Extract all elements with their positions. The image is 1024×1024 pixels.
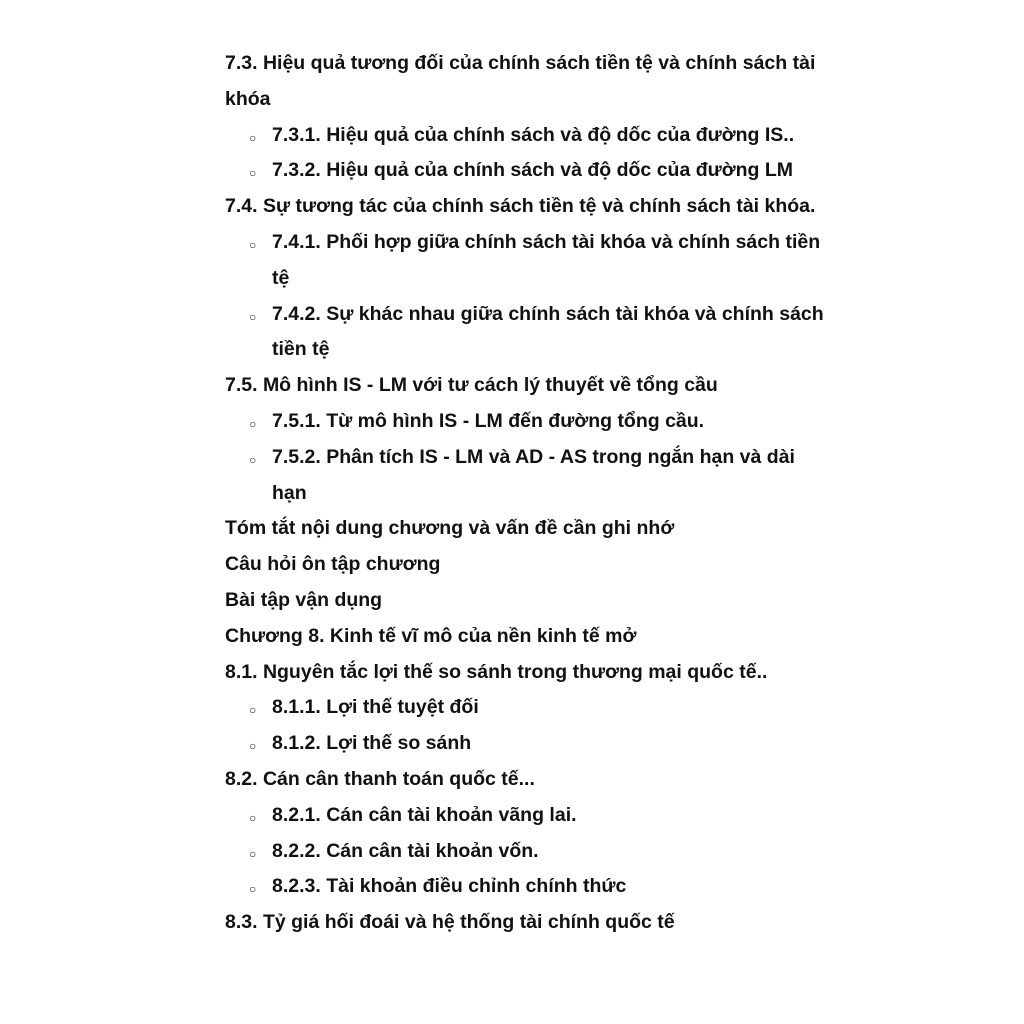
circle-bullet-icon: ○ — [249, 416, 257, 431]
toc-heading-summary: Tóm tắt nội dung chương và vấn đề cần ghi nhớ — [225, 517, 675, 540]
toc-heading-review-questions: Câu hỏi ôn tập chương — [225, 553, 441, 576]
circle-bullet-icon: ○ — [249, 739, 257, 754]
toc-subitem-8-2-1 — [225, 798, 825, 834]
toc-subitem-text: 7.5.2. Phân tích IS - LM và AD - AS trong ngắn hạn và dài hạn — [272, 445, 795, 504]
toc-heading-8-3: 8.3. Tỷ giá hối đoái và hệ thống tài chính quốc tế — [225, 911, 675, 934]
circle-bullet-icon: ○ — [249, 452, 257, 467]
toc-heading-chapter-8: Chương 8. Kinh tế vĩ mô của nền kinh tế mở — [225, 624, 637, 647]
toc-subitem-text: 7.4.1. Phối hợp giữa chính sách tài khóa và chính sách tiền tệ — [272, 230, 821, 289]
toc-heading-7-4: 7.4. Sự tương tác của chính sách tiền tệ và chính sách tài khóa. — [225, 195, 816, 218]
toc-subitem-text: 7.3.1. Hiệu quả của chính sách và độ dốc của đường IS.. — [272, 123, 795, 146]
toc-subitem-text: 8.1.2. Lợi thế so sánh — [272, 732, 472, 755]
circle-bullet-icon: ○ — [249, 882, 257, 897]
toc-subitem-text: 8.2.2. Cán cân tài khoản vốn. — [272, 839, 539, 862]
toc-subitem-8-2-2 — [225, 834, 825, 870]
toc-heading-7-3: 7.3. Hiệu quả tương đối của chính sách tiền tệ và chính sách tài khóa — [225, 52, 816, 110]
toc-subitem-7-3-1 — [225, 118, 825, 154]
circle-bullet-icon: ○ — [249, 237, 257, 252]
circle-bullet-icon: ○ — [249, 846, 257, 861]
toc-subitem-7-5-1 — [225, 404, 825, 440]
circle-bullet-icon: ○ — [249, 166, 257, 181]
toc-subitem-7-4-2 — [225, 297, 825, 369]
toc-heading-8-2: 8.2. Cán cân thanh toán quốc tế... — [225, 767, 535, 790]
toc-heading-7-5: 7.5. Mô hình IS - LM với tư cách lý thuyết về tổng cầu — [225, 374, 718, 397]
circle-bullet-icon: ○ — [249, 309, 257, 324]
toc-subitem-7-4-1 — [225, 225, 825, 297]
toc-heading-8-1: 8.1. Nguyên tắc lợi thế so sánh trong thương mại quốc tế.. — [225, 660, 768, 683]
circle-bullet-icon: ○ — [249, 810, 257, 825]
toc-heading-exercises: Bài tập vận dụng — [225, 588, 383, 611]
circle-bullet-icon: ○ — [249, 703, 257, 718]
toc-subitem-7-5-2 — [225, 440, 825, 512]
toc-subitem-text: 8.2.3. Tài khoản điều chỉnh chính thức — [272, 875, 627, 898]
toc-subitem-text: 7.5.1. Từ mô hình IS - LM đến đường tổng cầu. — [272, 409, 705, 432]
circle-bullet-icon: ○ — [249, 130, 257, 145]
toc-subitem-7-3-2 — [225, 153, 825, 189]
table-of-contents — [225, 46, 825, 941]
toc-subitem-text: 7.3.2. Hiệu quả của chính sách và độ dốc của đường LM — [272, 159, 794, 182]
toc-subitem-text: 8.1.1. Lợi thế tuyệt đối — [272, 696, 479, 719]
toc-subitem-8-1-2 — [225, 726, 825, 762]
toc-subitem-text: 7.4.2. Sự khác nhau giữa chính sách tài khóa và chính sách tiền tệ — [272, 302, 824, 361]
toc-subitem-8-1-1 — [225, 690, 825, 726]
toc-subitem-text: 8.2.1. Cán cân tài khoản vãng lai. — [272, 803, 577, 826]
toc-subitem-8-2-3 — [225, 869, 825, 905]
